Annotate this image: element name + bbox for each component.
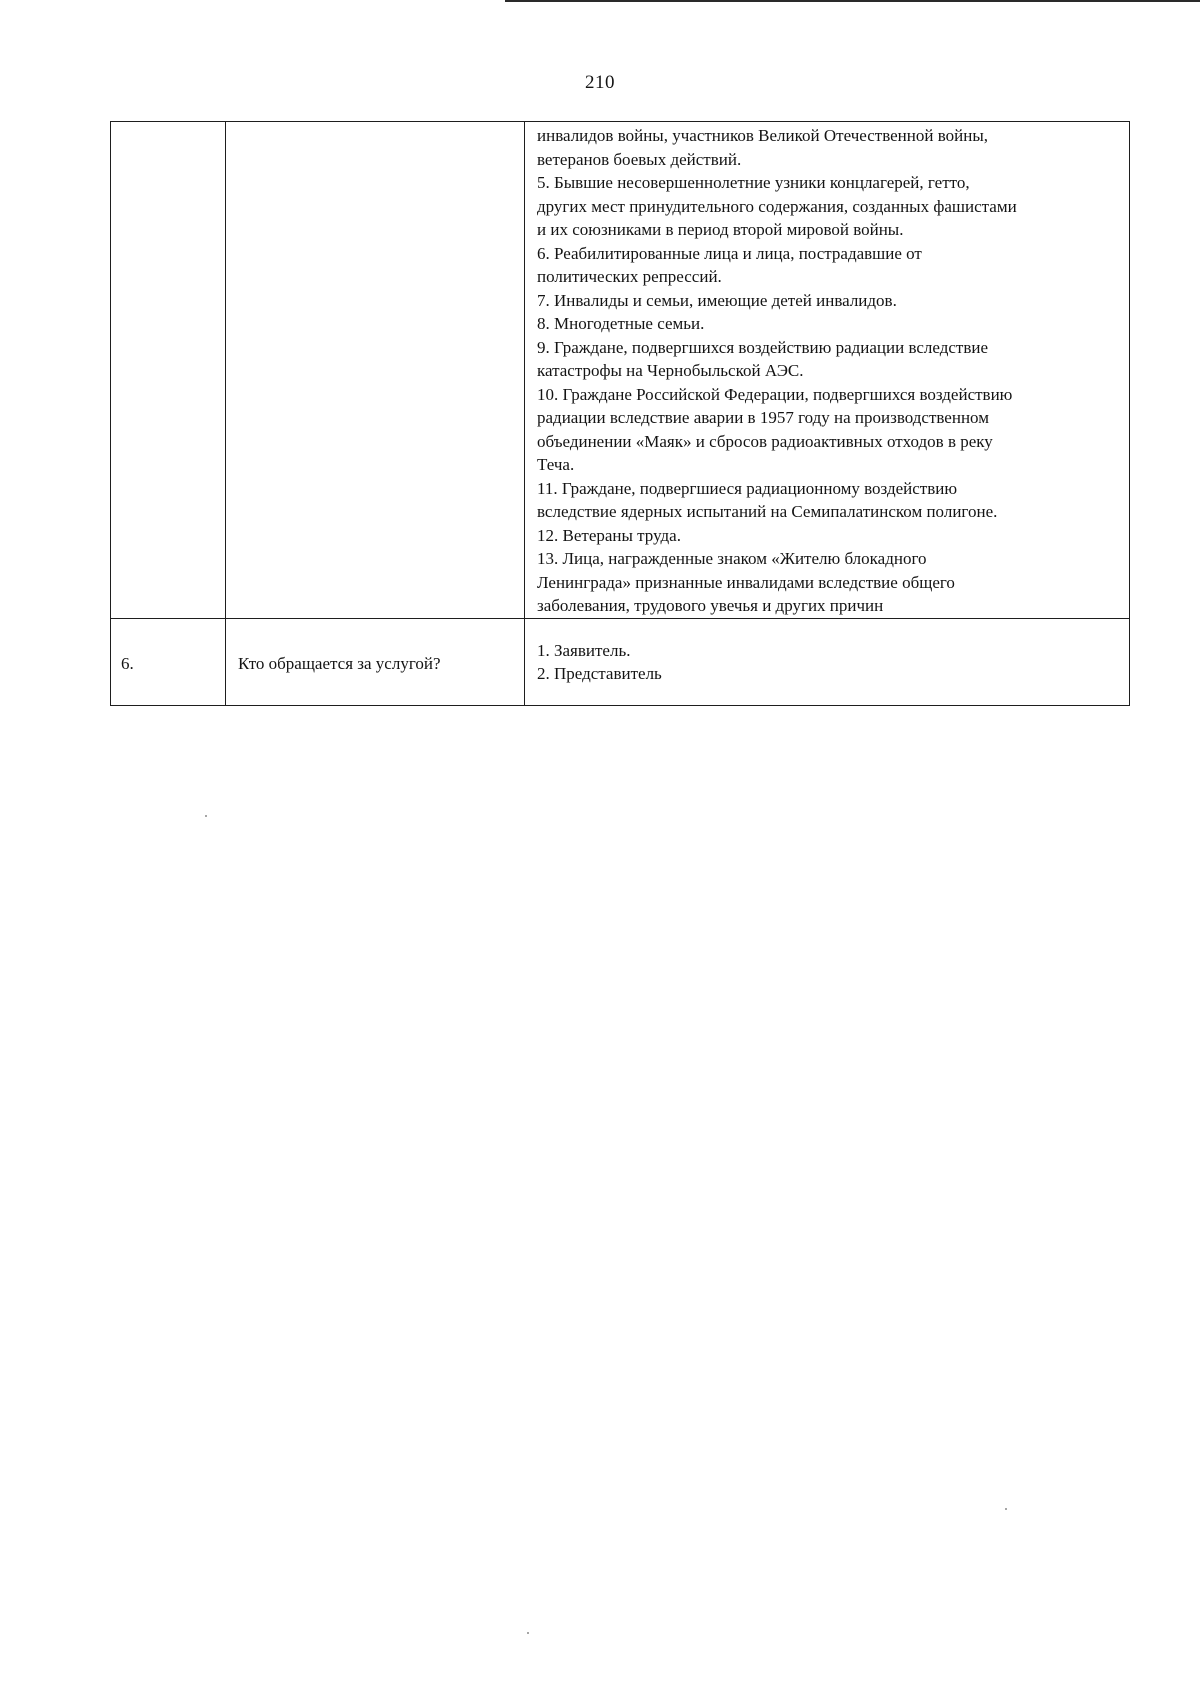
scan-speck xyxy=(205,815,207,817)
table-row-continued xyxy=(111,122,1130,619)
list-item: 11. Граждане, подвергшиеся радиационному воздействию xyxy=(537,478,958,498)
row-number-cell xyxy=(111,122,226,619)
scan-speck xyxy=(527,1632,529,1634)
row-question-cell xyxy=(226,122,525,619)
list-item: объединении «Маяк» и сбросов радиоактивных отходов в реку xyxy=(537,431,993,451)
list-item: катастрофы на Чернобыльской АЭС. xyxy=(537,361,804,380)
list-item: политических репрессий. xyxy=(537,267,722,286)
list-item: 12. Ветераны труда. xyxy=(537,525,681,545)
list-item: 8. Многодетные семьи. xyxy=(537,314,705,333)
list-item: ветеранов боевых действий. xyxy=(537,149,742,169)
list-item: 13. Лица, награжденные знаком «Жителю блокадного xyxy=(537,549,927,568)
list-item: радиации вследствие аварии в 1957 году на производственном xyxy=(537,408,989,427)
list-item: 2. Представитель xyxy=(537,664,662,683)
scan-speck xyxy=(1005,1508,1007,1510)
list-item: 6. Реабилитированные лица и лица, пострадавшие от xyxy=(537,243,922,263)
eligible-categories-cell xyxy=(525,122,1130,619)
list-item: и их союзниками в период второй мировой войны. xyxy=(537,220,904,239)
list-item: 5. Бывшие несовершеннолетние узники концлагерей, гетто, xyxy=(537,173,970,192)
top-rule xyxy=(505,0,1200,2)
list-item: инвалидов войны, участников Великой Отечественной войны, xyxy=(537,126,988,145)
services-table xyxy=(110,121,1130,706)
list-item: 1. Заявитель. xyxy=(537,640,631,660)
row-number-cell: 6. xyxy=(111,618,226,705)
applicants-cell xyxy=(525,618,1130,705)
list-item: 9. Граждане, подвергшихся воздействию радиации вследствие xyxy=(537,337,989,357)
list-item: заболевания, трудового увечья и других причин xyxy=(537,596,884,615)
list-item: Теча. xyxy=(537,455,575,474)
list-item: вследствие ядерных испытаний на Семипалатинском полигоне. xyxy=(537,502,998,521)
list-item: Ленинграда» признанные инвалидами вследствие общего xyxy=(537,572,955,592)
list-item: других мест принудительного содержания, созданных фашистами xyxy=(537,196,1017,216)
list-item: 10. Граждане Российской Федерации, подвергшихся воздействию xyxy=(537,384,1013,404)
page-number: 210 xyxy=(585,72,615,93)
table-row-6 xyxy=(111,618,1130,705)
list-item: 7. Инвалиды и семьи, имеющие детей инвалидов. xyxy=(537,290,897,310)
row-question-cell: Кто обращается за услугой? xyxy=(226,618,525,705)
